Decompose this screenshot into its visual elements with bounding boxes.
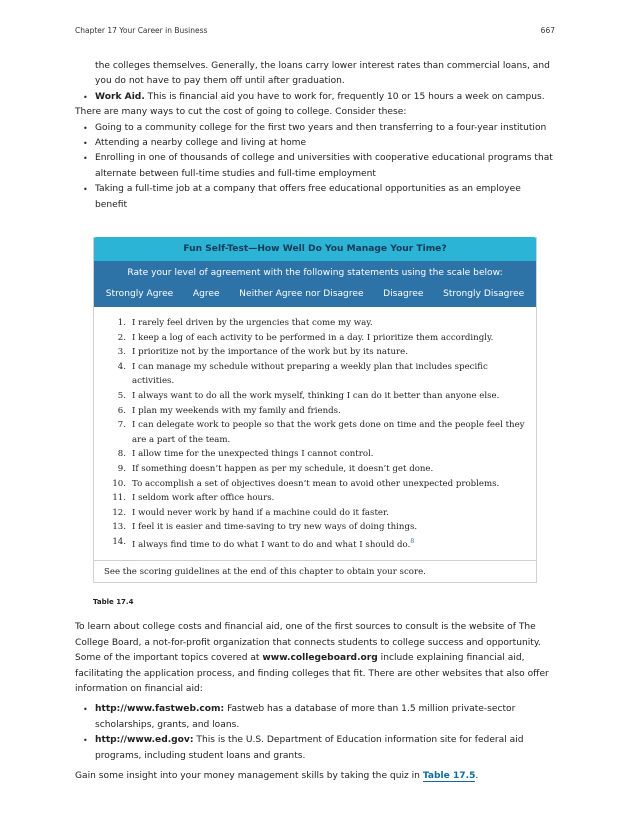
- statement-item: [104, 477, 526, 492]
- statement-item: [104, 520, 526, 535]
- statement-body: I can manage my schedule without preparing a weekly plan that includes specific activities.: [132, 361, 488, 387]
- statement-body: I plan my weekends with my family and friends.: [132, 405, 341, 416]
- statement-text: [132, 418, 526, 447]
- statement-text: [132, 447, 526, 462]
- scale-option: Agree: [192, 289, 220, 300]
- statement-number: 14.: [112, 536, 126, 547]
- table-17-5-link[interactable]: Table 17.5: [422, 771, 476, 782]
- statement-item: [104, 418, 526, 447]
- statement-number: 11.: [112, 493, 126, 504]
- ways-lead: There are many ways to cut the cost of going to college. Consider these:: [75, 107, 407, 118]
- statement-text: [132, 389, 526, 404]
- paragraph-text: .: [475, 771, 479, 782]
- statement-body: I always find time to do what I want to do and what I should do.: [132, 539, 411, 550]
- statement-number: 6.: [117, 405, 126, 416]
- statement-item: [104, 345, 526, 360]
- statement-body: I prioritize not by the importance of the work but by its nature.: [132, 347, 408, 358]
- statement-item: [104, 491, 526, 506]
- statement-item: [104, 331, 526, 346]
- statement-number: 12.: [112, 507, 126, 518]
- statement-text: [132, 462, 526, 477]
- statement-text: [132, 331, 526, 346]
- rating-scale: [94, 283, 536, 307]
- statement-text: [132, 535, 526, 552]
- statement-number: 8.: [117, 449, 126, 460]
- list-item: [75, 733, 555, 764]
- college-board-paragraph: [75, 620, 555, 697]
- site-description: This is the U.S. Department of Education information site for federal aid programs, including student loans and grants.: [95, 735, 524, 761]
- paragraph-text: To learn about college costs and financial aid, one of the first sources to consult is the website of The College Board, a not-for-profit organization that connects students to college success and opportunity. Some of the important topics covered at: [75, 622, 541, 664]
- chapter-title: Chapter 17 Your Career in Business: [75, 26, 208, 35]
- scale-option: Disagree: [383, 289, 424, 300]
- ways-list: [75, 121, 555, 213]
- scale-option: Strongly Disagree: [443, 289, 525, 300]
- statement-body: I always want to do all the work myself, thinking I can do it better than anyone else.: [132, 391, 500, 402]
- table-caption: Table 17.4: [93, 598, 134, 607]
- list-item: • Going to a community college for the first two years and then transferring to a four-year institution: [75, 121, 555, 136]
- edgov-link[interactable]: http://www.ed.gov:: [95, 735, 194, 746]
- statement-number: 3.: [117, 347, 126, 358]
- statement-text: [132, 520, 526, 535]
- statement-item: [104, 360, 526, 389]
- statement-text: [132, 345, 526, 360]
- statement-body: I would never work by hand if a machine could do it faster.: [132, 507, 389, 518]
- collegeboard-link[interactable]: www.collegeboard.org: [262, 653, 378, 664]
- statement-number: 9.: [117, 464, 126, 474]
- list-item: [75, 90, 555, 105]
- self-test-footer: See the scoring guidelines at the end of this chapter to obtain your score.: [104, 567, 426, 578]
- self-test-header: [94, 261, 536, 307]
- paragraph-text: Gain some insight into your money management skills by taking the quiz in: [75, 771, 423, 782]
- statement-number: 1.: [117, 318, 126, 329]
- statement-body: I keep a log of each activity to be performed in a day. I prioritize them accordingly.: [132, 332, 494, 343]
- scale-option: Strongly Agree: [105, 289, 174, 300]
- statement-number: 13.: [112, 522, 126, 533]
- statement-number: 4.: [117, 361, 126, 372]
- statement-text: [132, 316, 526, 331]
- statement-item: [104, 404, 526, 419]
- site-description: Fastweb has a database of more than 1.5 million private-sector scholarships, grants, and loans.: [95, 704, 516, 730]
- statement-body: I rarely feel driven by the urgencies that come my way.: [132, 318, 373, 329]
- list-item: • Enrolling in one of thousands of college and universities with cooperative educational programs that alternate between full-time studies and full-time employment: [75, 151, 555, 182]
- statement-body: I feel it is easier and time-saving to try new ways of doing things.: [132, 522, 418, 533]
- statement-body: I can delegate work to people so that the work gets done on time and the people feel they are a part of the team.: [132, 420, 525, 445]
- statement-body: I seldom work after office hours.: [132, 493, 275, 504]
- statement-number: 2.: [117, 332, 126, 343]
- statement-item: [104, 389, 526, 404]
- statement-item: [104, 506, 526, 521]
- list-item: [75, 702, 555, 733]
- list-item: • Attending a nearby college and living at home: [75, 136, 555, 151]
- self-test-instruction: Rate your level of agreement with the following statements using the scale below:: [127, 268, 503, 279]
- statement-text: [132, 360, 526, 389]
- quiz-paragraph: [75, 769, 555, 784]
- footnote-marker[interactable]: 8: [410, 537, 415, 545]
- page-number: 667: [540, 26, 555, 35]
- statement-item: [104, 462, 526, 477]
- work-aid-term: Work Aid.: [95, 91, 145, 102]
- statement-text: [132, 491, 526, 506]
- running-head: [75, 26, 555, 35]
- loan-continuation: the colleges themselves. Generally, the loans carry lower interest rates than commercial loans, and you do not have to pay them off until after graduation.: [95, 61, 550, 87]
- statement-item: [104, 535, 526, 552]
- self-test-table: [93, 237, 537, 583]
- fastweb-link[interactable]: http://www.fastweb.com:: [95, 704, 225, 715]
- scale-option: Neither Agree nor Disagree: [239, 289, 364, 300]
- statement-item: [104, 447, 526, 462]
- page-content: [75, 59, 555, 784]
- self-test-title: Fun Self-Test—How Well Do You Manage Your Time?: [94, 237, 536, 261]
- statement-text: [132, 506, 526, 521]
- list-item: • Taking a full-time job at a company that offers free educational opportunities as an employee benefit: [75, 182, 555, 213]
- statement-body: I allow time for the unexpected things I cannot control.: [132, 449, 374, 460]
- statement-item: [104, 316, 526, 331]
- statement-number: 10.: [112, 478, 126, 489]
- statement-number: 5.: [117, 391, 126, 402]
- statement-number: 7.: [117, 420, 126, 431]
- statement-list: [94, 307, 536, 561]
- aid-list: [75, 90, 555, 105]
- statement-body: To accomplish a set of objectives doesn’t mean to avoid other unexpected problems.: [132, 478, 500, 489]
- statement-text: [132, 404, 526, 419]
- work-aid-text: This is financial aid you have to work for, frequently 10 or 15 hours a week on campus.: [144, 91, 545, 102]
- paragraph-text: include explaining financial aid, facilitating the application process, and finding colleges that fit. There are other websites that also offer information on financial aid:: [75, 653, 549, 695]
- statement-text: [132, 477, 526, 492]
- statement-body: If something doesn’t happen as per my schedule, it doesn’t get done.: [132, 464, 434, 474]
- sites-list: [75, 702, 555, 764]
